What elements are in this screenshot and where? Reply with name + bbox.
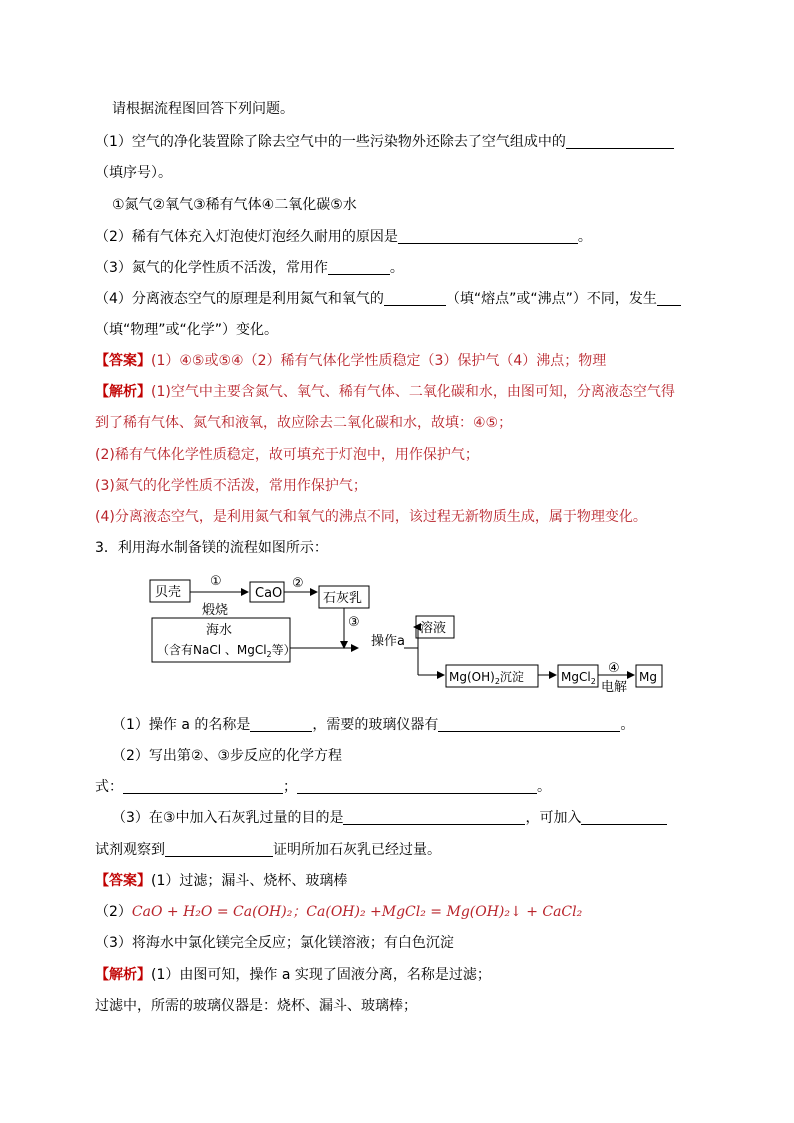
answer-blank[interactable] <box>398 229 578 244</box>
answer-blank[interactable] <box>250 717 312 732</box>
q2-part2: （2）稀有气体充入灯泡使灯泡经久耐用的原因是 。 <box>95 229 592 245</box>
step2-label: ② <box>292 576 304 591</box>
q2-analysis-1: 【解析】(1)空气中主要含氮气、氧气、稀有气体、二氧化碳和水，由图可知，分离液态空气得 <box>95 384 675 400</box>
answer-blank[interactable] <box>566 134 674 149</box>
lime-label: 石灰乳 <box>323 591 363 606</box>
q3-part2-cont: 式： ； 。 <box>95 779 551 795</box>
mgoh2-label: $Mg(OH)_2$沉淀 <box>449 670 524 686</box>
answer-blank[interactable] <box>438 717 620 732</box>
q3-answer-2: （2）CaO + H₂O = Ca(OH)₂；Ca(OH)₂ +MgCl₂ = Mg(OH)₂↓ + CaCl₂ <box>95 904 583 920</box>
answer-blank[interactable] <box>384 291 446 306</box>
answer-blank[interactable] <box>343 810 525 825</box>
step4-label: ④ <box>608 661 620 676</box>
q3-title: 3．利用海水制备镁的流程如图所示： <box>95 540 328 556</box>
seawater-content-label: （含有NaCl 、MgCl$_2$等） <box>157 643 296 659</box>
mgcl2-label: MgCl$_2$ <box>561 670 596 686</box>
q2-part4-cont: （填“物理”或“化学”）变化。 <box>95 322 279 338</box>
q3-answer-1: 【答案】(1）过滤；漏斗、烧杯、玻璃棒 <box>95 873 348 889</box>
answer-blank[interactable] <box>123 779 283 794</box>
q3-part2: （2）写出第②、③步反应的化学方程 <box>112 748 343 764</box>
q2-part3: （3）氮气的化学性质不活泼，常用作 。 <box>95 260 404 276</box>
q3-analysis-2: 过滤中，所需的玻璃仪器是：烧杯、漏斗、玻璃棒； <box>95 998 417 1014</box>
shell-label: 贝壳 <box>155 585 182 600</box>
answer-blank[interactable] <box>581 810 667 825</box>
answer-blank[interactable] <box>328 260 390 275</box>
cao-label: CaO <box>255 586 283 601</box>
q2-analysis-4: (4)分离液态空气，是利用氮气和氧气的沸点不同，该过程无新物质生成，属于物理变化。 <box>95 509 647 525</box>
process-flow-diagram <box>148 568 668 692</box>
q2-part1-cont: （填序号）。 <box>95 165 172 181</box>
q3-part1: （1）操作 a 的名称是 ，需要的玻璃仪器有 。 <box>112 717 635 733</box>
q2-part4: （4）分离液态空气的原理是利用氮气和氧气的 （填“熔点”或“沸点”）不同，发生 <box>95 290 681 308</box>
equation: CaO + H₂O = Ca(OH)₂；Ca(OH)₂ +MgCl₂ = Mg(OH)₂↓ + CaCl₂ <box>131 904 583 920</box>
q3-part3-cont: 试剂观察到 证明所加石灰乳已经过量。 <box>95 842 441 858</box>
q2-part1: （1）空气的净化装置除了除去空气中的一些污染物外还除去了空气组成中的 <box>95 133 674 151</box>
q3-part3: （3）在③中加入石灰乳过量的目的是 ，可加入 <box>112 809 667 827</box>
answer-blank[interactable] <box>165 842 273 857</box>
mg-label: Mg <box>639 670 657 684</box>
step1-label: ① <box>210 574 222 589</box>
solution-label: 溶液 <box>420 621 447 636</box>
answer-blank[interactable] <box>297 779 537 794</box>
q3-answer-3: （3）将海水中氯化镁完全反应；氯化镁溶液；有白色沉淀 <box>95 935 454 951</box>
q2-analysis-2: (2)稀有气体化学性质稳定，故可填充于灯泡中，用作保护气； <box>95 447 479 463</box>
q2-intro: 请根据流程图回答下列问题。 <box>112 101 294 117</box>
q3-analysis-1: 【解析】(1）由图可知，操作 a 实现了固液分离，名称是过滤； <box>95 967 491 983</box>
operation-a-label: 操作a <box>371 634 405 649</box>
q2-answer: 【答案】(1）④⑤或⑤④（2）稀有气体化学性质稳定（3）保护气（4）沸点；物理 <box>95 353 607 369</box>
q2-analysis-1-cont: 到了稀有气体、氮气和液氧，故应除去二氧化碳和水，故填：④⑤； <box>95 415 513 431</box>
electrolysis-label: 电解 <box>601 680 628 692</box>
calcine-label: 煅烧 <box>202 603 229 618</box>
q2-analysis-3: (3)氮气的化学性质不活泼，常用作保护气； <box>95 478 367 494</box>
seawater-label: 海水 <box>206 623 233 638</box>
step3-label: ③ <box>348 615 360 630</box>
answer-blank[interactable] <box>657 291 681 306</box>
q2-options: ①氮气②氧气③稀有气体④二氧化碳⑤水 <box>112 197 357 213</box>
